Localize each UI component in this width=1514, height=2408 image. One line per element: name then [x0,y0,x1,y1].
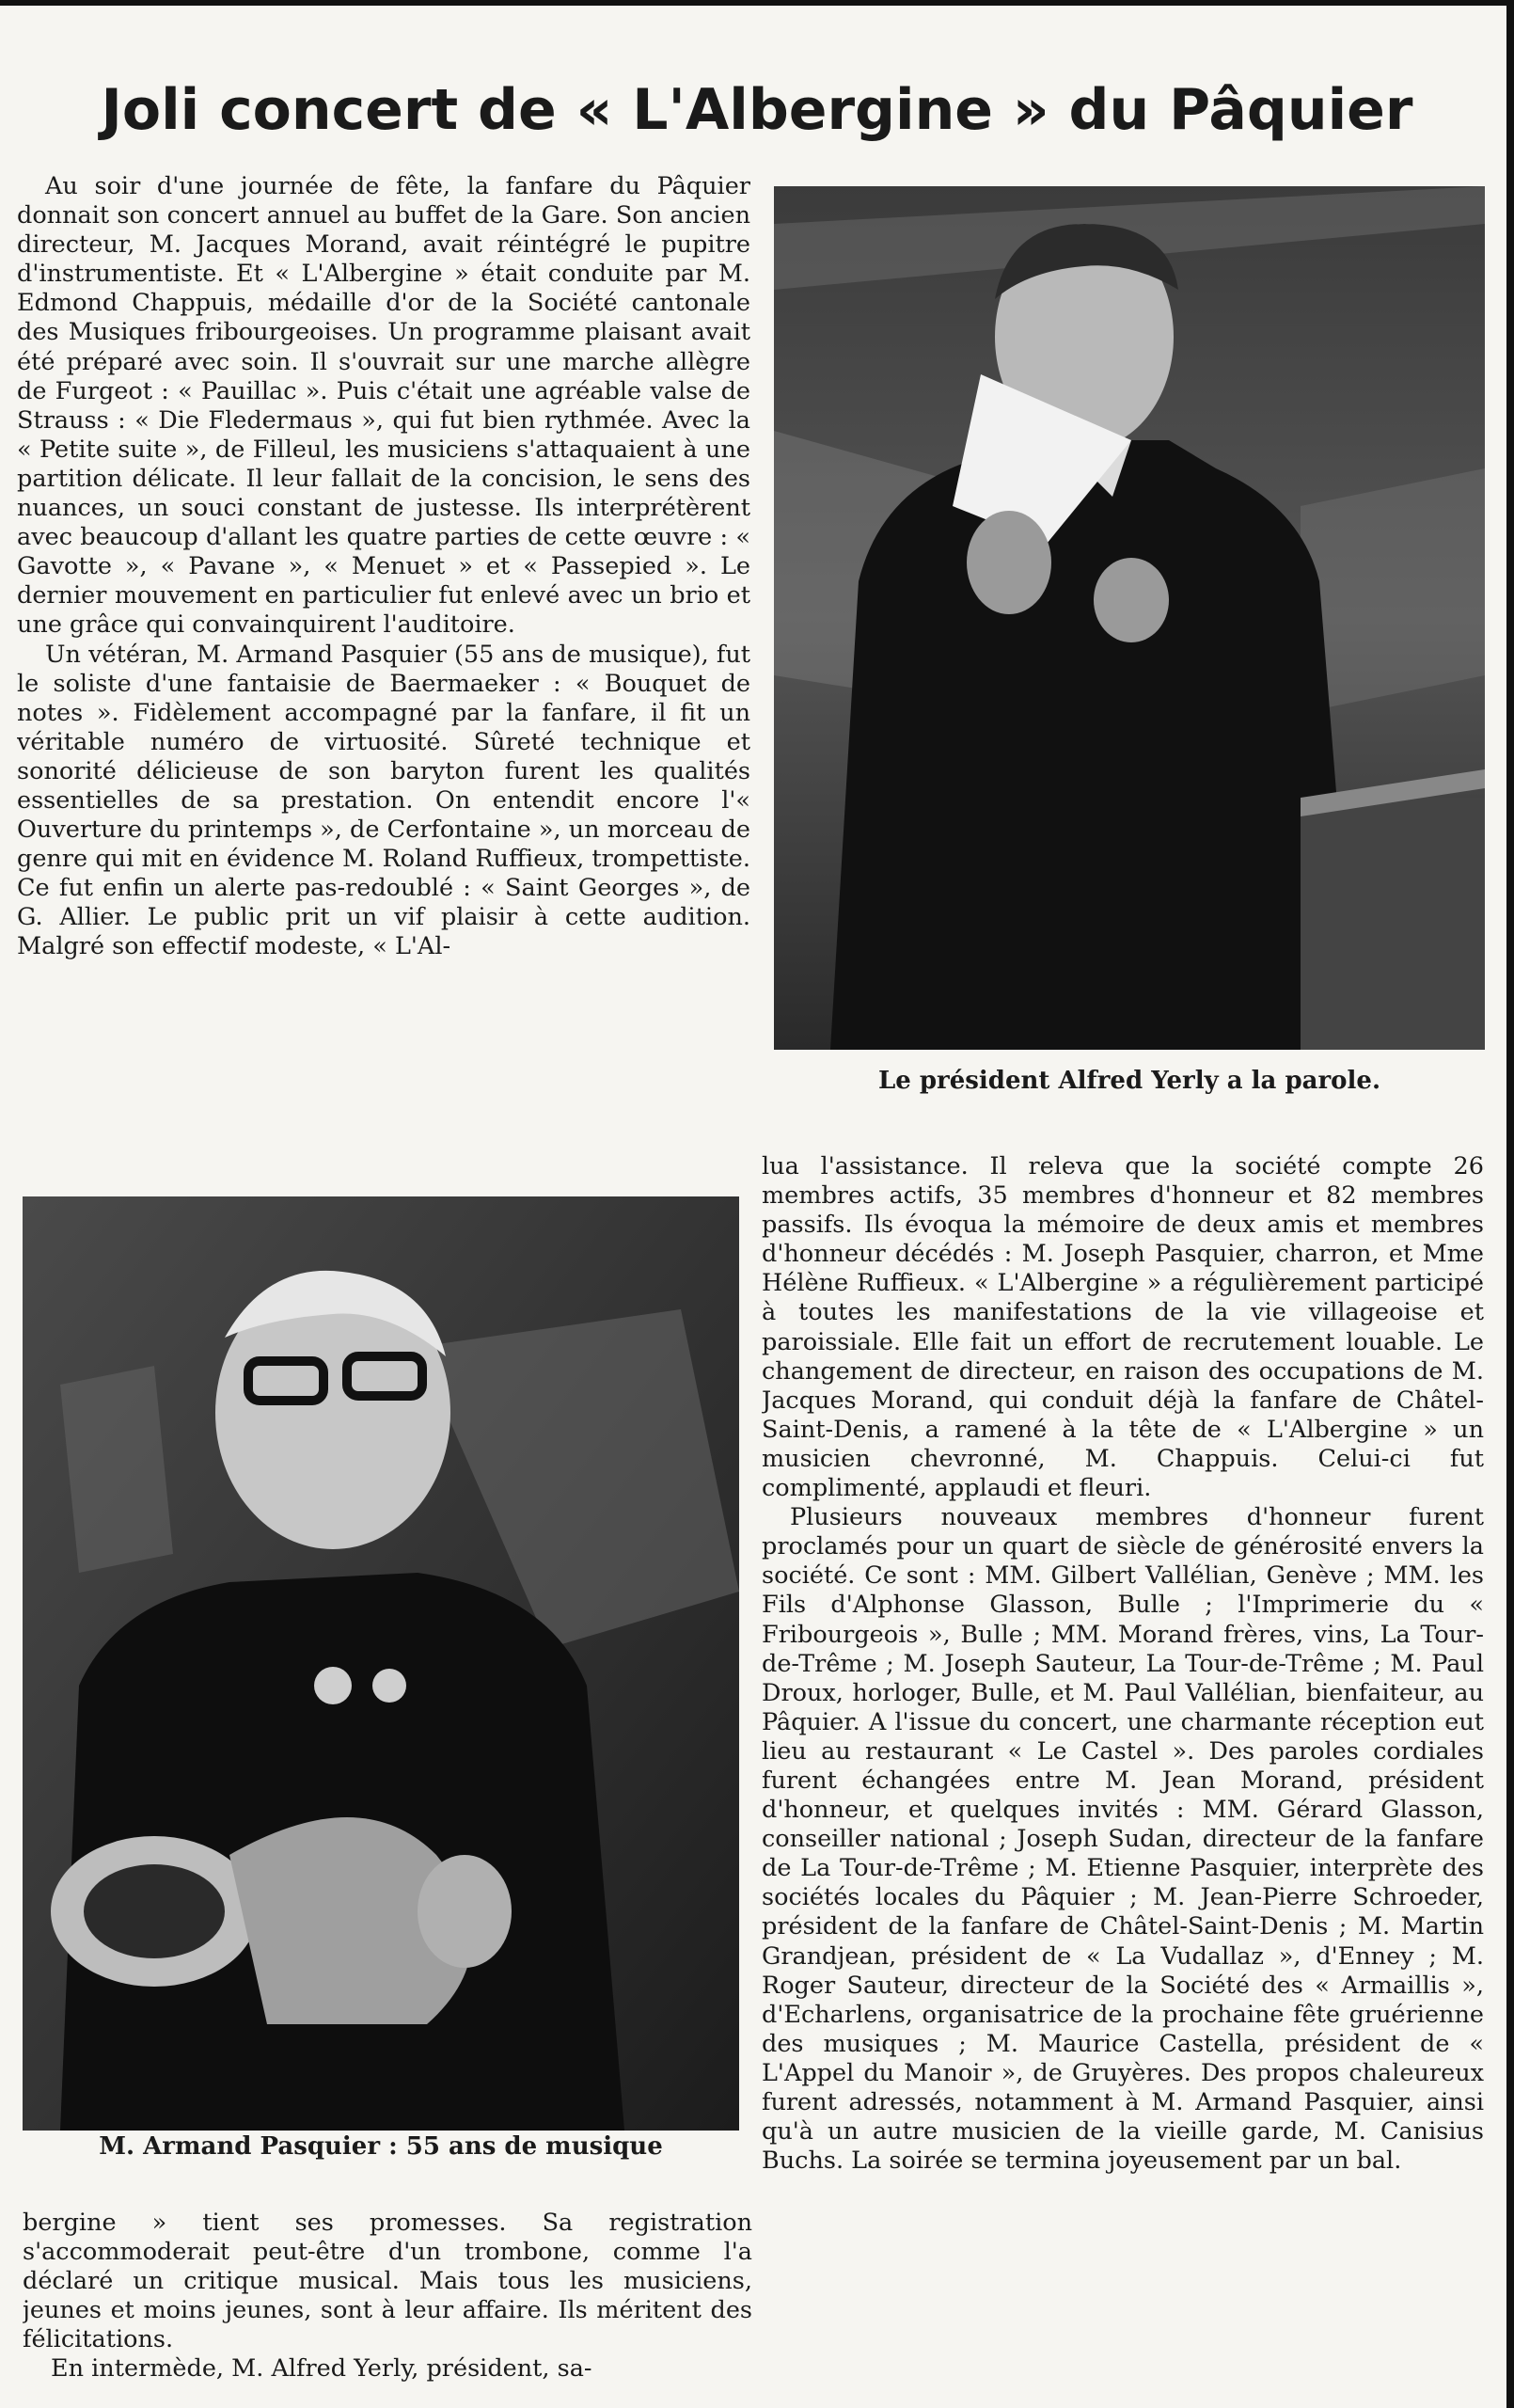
article-headline: Joli concert de « L'Albergine » du Pâquier [101,77,1413,143]
article-column-left-bottom [23,2209,752,2397]
paragraph: Un vétéran, M. Armand Pasquier (55 ans de musique), fut le soliste d'une fantaisie de Baermaeker : « Bouquet de notes ». Fidèlement accompagné par la fanfare, il fit un véritable numéro de virtuosité. Sûreté technique et sonorité délicieuse de son baryton furent les qualités essentielles de sa prestation. On entendit encore l'« Ouverture du printemps », de Cerfontaine », un morceau de genre qui mit en évidence M. Roland Ruffieux, trompettiste. Ce fut enfin un alerte pas-redoublé : « Saint Georges », de G. Allier. Le public prit un vif plaisir à cette audition. Malgré son effectif modeste, « L'Al- [17,640,750,961]
article-column-right [762,1152,1484,2403]
paragraph: bergine » tient ses promesses. Sa registration s'accommoderait peut-être d'un trombone, comme l'a déclaré un critique musical. Mais tous les musiciens, jeunes et moins jeunes, sont à leur affaire. Ils méritent des félicitations. [23,2209,752,2354]
paragraph: lua l'assistance. Il releva que la société compte 26 membres actifs, 35 membres d'honneur et 82 membres passifs. Ils évoqua la mémoire de deux amis et membres d'honneur décédés : M. Joseph Pasquier, charron, et Mme Hélène Ruffieux. « L'Albergine » a régulièrement participé à toutes les manifestations de la vie villageoise et paroissiale. Elle fait un effort de recrutement louable. Le changement de directeur, en raison des occupations de M. Jacques Morand, qui conduit déjà la fanfare de Châtel-Saint-Denis, a ramené à la tête de « L'Albergine » un musicien chevronné, M. Chappuis. Celui-ci fut complimenté, applaudi et fleuri. [762,1152,1484,1503]
photo-president-illustration [774,186,1485,1050]
paragraph: En intermède, M. Alfred Yerly, président, sa- [51,2354,592,2384]
photo-caption-bottom: M. Armand Pasquier : 55 ans de musique [99,2132,663,2161]
photo-president-speaking [774,186,1485,1050]
paragraph: Au soir d'une journée de fête, la fanfare du Pâquier donnait son concert annuel au buffet de la Gare. Son ancien directeur, M. Jacques Morand, avait réintégré le pupitre d'instrumentiste. Et « L'Albergine » était conduite par M. Edmond Chappuis, médaille d'or de la Société cantonale des Musiques fribourgeoises. Un programme plaisant avait été préparé avec soin. Il s'ouvrait sur une marche allègre de Furgeot : « Pauillac ». Puis c'était une agréable valse de Strauss : « Die Fledermaus », qui fut bien rythmée. Avec la « Petite suite », de Filleul, les musiciens s'attaquaient à une partition délicate. Il leur fallait de la concision, le sens des nuances, un souci constant de justesse. Ils interprétèrent avec beaucoup d'allant les quatre parties de cette œuvre : « Gavotte », « Pavane », « Menuet » et « Passepied ». Le dernier mouvement en particulier fut enlevé avec un brio et une grâce qui convainquirent l'auditoire. [17,172,750,640]
article-column-left [17,172,750,1155]
paragraph: Plusieurs nouveaux membres d'honneur furent proclamés pour un quart de siècle de générosité envers la société. Ce sont : MM. Gilbert Vallélian, Genève ; MM. les Fils d'Alphonse Glasson, Bulle ; l'Imprimerie du « Fribourgeois », Bulle ; MM. Morand frères, vins, La Tour-de-Trême ; M. Joseph Sauteur, La Tour-de-Trême ; M. Paul Droux, horloger, Bulle, et M. Paul Vallélian, bienfaiteur, au Pâquier. A l'issue du concert, une charmante réception eut lieu au restaurant « Le Castel ». Des paroles cordiales furent échangées entre M. Jean Morand, président d'honneur, et quelques invités : MM. Gérard Glasson, conseiller national ; Joseph Sudan, directeur de la fanfare de La Tour-de-Trême ; M. Etienne Pasquier, interprète des sociétés locales du Pâquier ; M. Jean-Pierre Schroeder, président de la fanfare de Châtel-Saint-Denis ; M. Martin Grandjean, président de « La Vudallaz », d'Enney ; M. Roger Sauteur, directeur de la Société des « Armaillis », d'Echarlens, organisatrice de la prochaine fête gruérienne des musiques ; M. Maurice Castella, président de « L'Appel du Manoir », de Gruyères. Des propos chaleureux furent adressés, notamment à M. Armand Pasquier, ainsi qu'à un autre musicien de la vieille garde, M. Canisius Buchs. La soirée se termina joyeusement par un bal. [762,1503,1484,2176]
photo-armand-pasquier [23,1196,739,2131]
top-border [0,0,1514,6]
photo-pasquier-illustration [23,1196,739,2131]
right-border [1506,0,1514,2408]
photo-caption-top: Le président Alfred Yerly a la parole. [878,1067,1380,1095]
